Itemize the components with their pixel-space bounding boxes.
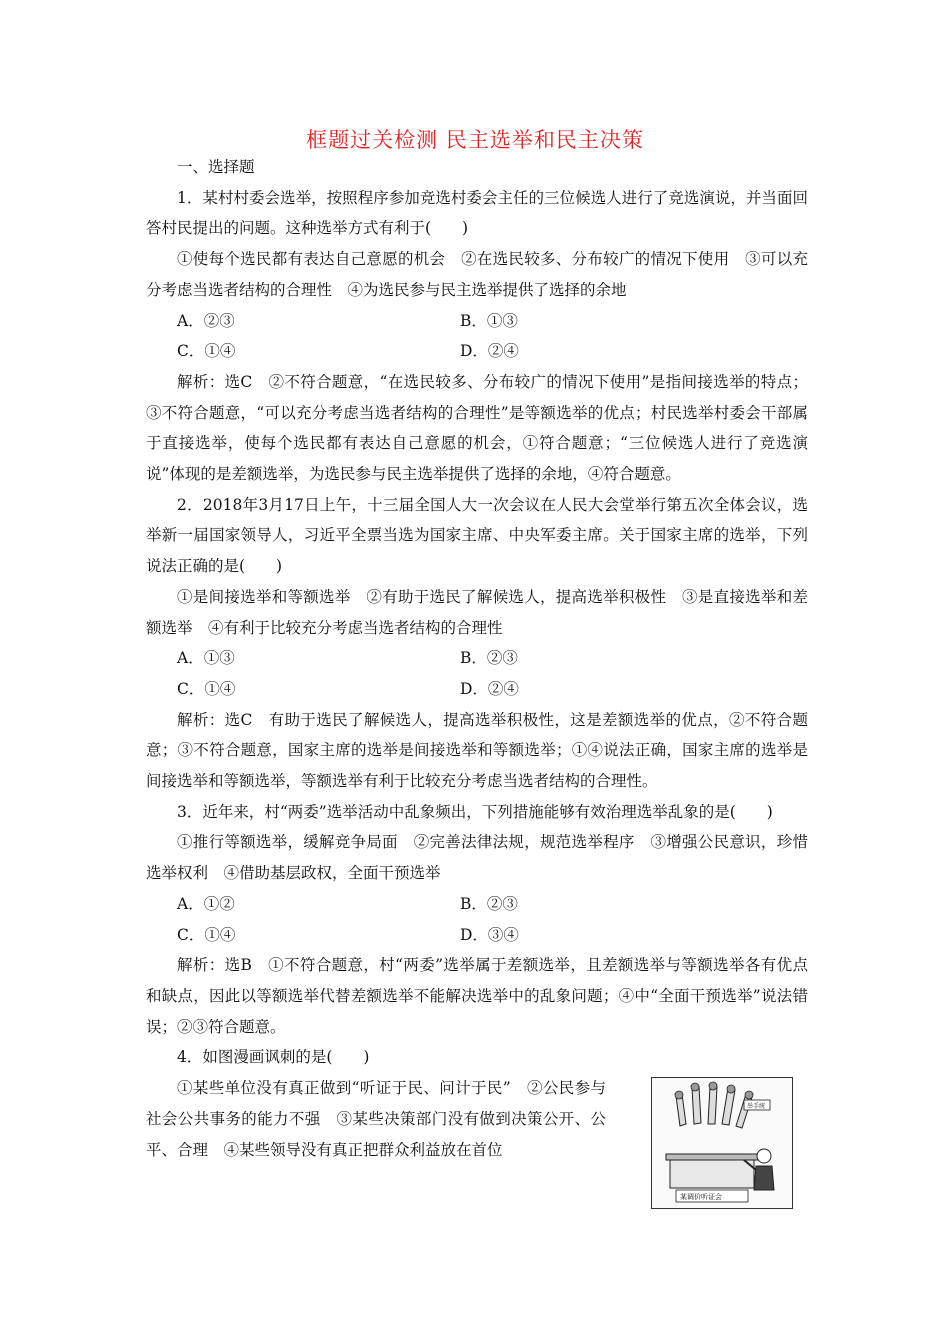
cartoon-illustration [652, 1078, 792, 1208]
cartoon-image [651, 1077, 793, 1209]
question-2-options-row-1 [146, 643, 808, 674]
option-d: D．②④ [460, 679, 519, 698]
question-1-options-row-2 [146, 336, 808, 367]
question-3-options-row-2 [146, 920, 808, 951]
question-4-items: ①某些单位没有真正做到“听证于民、问计于民” ②公民参与社会公共事务的能力不强 ③某些决策部门没有做到决策公开、公平、合理 ④某些领导没有真正把群众利益放在首位 [146, 1079, 606, 1159]
question-3-stem: 3．近年来，村“两委”选举活动中乱象频出，下列措施能够有效治理选举乱象的是( ) [177, 802, 773, 821]
option-b: B．②③ [460, 649, 518, 668]
question-2-analysis: 解析：选C 有助于选民了解候选人，提高选举积极性，这是差额选举的优点，②不符合题意；③不符合题意，国家主席的选举是间接选举和等额选举；①④说法正确，国家主席的选举是间接选举和等额选举，等额选举有利于比较充分考虑当选者结构的合理性。 [146, 710, 808, 791]
question-1-items: ①使每个选民都有表达自己意愿的机会 ②在选民较多、分布较广的情况下使用 ③可以充分考虑当选者结构的合理性 ④为选民参与民主选举提供了选择的余地 [146, 250, 808, 299]
question-4-block [146, 1073, 808, 1202]
option-c: C．①④ [177, 342, 236, 361]
cartoon-sign-text: 举手统 [747, 1103, 766, 1111]
question-2-items: ①是间接选举和等额选举 ②有助于选民了解候选人，提高选举积极性 ③是直接选举和差额选举 ④有利于比较充分考虑当选者结构的合理性 [146, 587, 808, 637]
section-heading: 一、选择题 [177, 158, 255, 176]
question-3-items: ①推行等额选举，缓解竞争局面 ②完善法律法规，规范选举程序 ③增强公民意识，珍惜选举权利 ④借助基层政权，全面干预选举 [146, 833, 808, 883]
option-b: B．①③ [460, 311, 518, 330]
question-3-analysis: 解析：选B ①不符合题意，村“两委”选举属于差额选举，且差额选举与等额选举各有优点和缺点，因此以等额选举代替差额选举不能解决选举中的乱象问题；④中“全面干预选举”说法错误；②③符合题意。 [146, 956, 808, 1036]
option-b: B．②③ [460, 894, 518, 913]
option-d: D．③④ [460, 925, 519, 944]
option-d: D．②④ [460, 342, 519, 361]
option-a: A．①③ [177, 649, 235, 668]
question-1-stem: 1．某村村委会选举，按照程序参加竞选村委会主任的三位候选人进行了竞选演说，并当面回答村民提出的问题。这种选举方式有利于( ) [146, 188, 808, 238]
question-2-options-row-2 [146, 674, 808, 705]
option-a: A．①② [177, 894, 235, 913]
option-a: A．②③ [177, 311, 235, 330]
question-4-stem: 4．如图漫画讽刺的是( ) [177, 1048, 370, 1067]
cartoon-caption: 某调价听证会 [680, 1193, 722, 1202]
document-body [146, 152, 808, 1202]
page-title: 框题过关检测 民主选举和民主决策 [306, 128, 644, 152]
question-3-options-row-1 [146, 889, 808, 920]
question-1-analysis: 解析：选C ②不符合题意，“在选民较多、分布较广的情况下使用”是指间接选举的特点；③不符合题意，“可以充分考虑当选者结构的合理性”是等额选举的优点；村民选举村委会干部属于直接选举，使每个选民都有表达自己意愿的机会，①符合题意；“三位候选人进行了竞选演说”体现的是差额选举，为选民参与民主选举提供了选择的余地，④符合题意。 [146, 372, 808, 484]
question-2-stem: 2．2018年3月17日上午，十三届全国人大一次会议在人民大会堂举行第五次全体会议，选举新一届国家领导人，习近平全票当选为国家主席、中央军委主席。关于国家主席的选举，下列说法正确的是( ) [146, 495, 808, 576]
question-1-options-row-1 [146, 306, 808, 337]
option-c: C．①④ [177, 925, 236, 944]
option-c: C．①④ [177, 679, 236, 698]
